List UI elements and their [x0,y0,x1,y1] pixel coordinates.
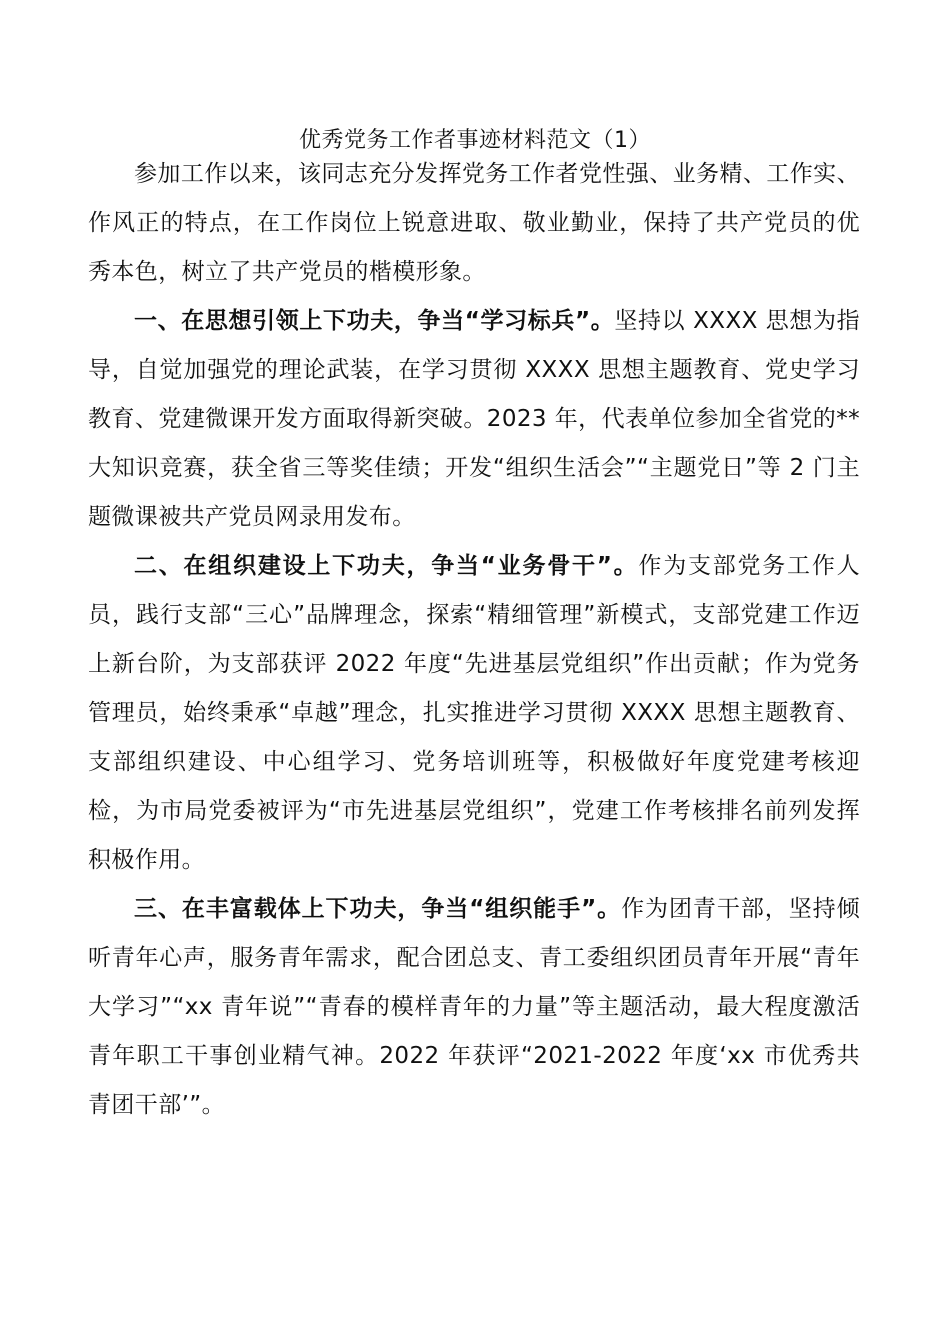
section-heading: 一、在思想引领上下功夫，争当“学习标兵”。 [134,308,615,334]
document-title: 优秀党务工作者事迹材料范文（1） [299,128,651,153]
paragraph-section-2 [88,542,860,885]
paragraph-text: 作为支部党务工作人员，践行支部“三心”品牌理念，探索“精细管理”新模式，支部党建工作迈上新台阶，为支部获评 2022 年度“先进基层党组织”作出贡献；作为党务管理员，始终秉承“卓越”理念，扎实推进学习贯彻 XXXX 思想主题教育、支部组织建设、中心组学习、党务培训班等，积极做好年度党建考核迎检，为市局党委被评为“市先进基层党组织”，党建工作考核排名前列发挥积极作用。 [88,553,860,873]
paragraph-section-3 [88,885,860,1130]
paragraph-text: 坚持以 XXXX 思想为指导，自觉加强党的理论武装，在学习贯彻 XXXX 思想主题教育、党史学习教育、党建微课开发方面取得新突破。2023 年，代表单位参加全省党的**大知识竞赛，获全省三等奖佳绩；开发“组织生活会”“主题党日”等 2 门主题微课被共产党员网录用发布。 [88,308,860,530]
document-body [88,150,860,1130]
paragraph-text: 作为团青干部，坚持倾听青年心声，服务青年需求，配合团总支、青工委组织团员青年开展“青年大学习”“xx 青年说”“青春的模样青年的力量”等主题活动，最大程度激活青年职工干事创业精气神。2022 年获评“2021-2022 年度‘xx 市优秀共青团干部’”。 [88,896,861,1118]
section-heading: 二、在组织建设上下功夫，争当“业务骨干”。 [134,553,639,579]
section-heading: 三、在丰富载体上下功夫，争当“组织能手”。 [134,896,622,922]
paragraph-intro [88,150,860,297]
paragraph-section-1 [88,297,860,542]
paragraph-text: 参加工作以来，该同志充分发挥党务工作者党性强、业务精、工作实、作风正的特点，在工作岗位上锐意进取、敬业勤业，保持了共产党员的优秀本色，树立了共产党员的楷模形象。 [88,161,860,285]
